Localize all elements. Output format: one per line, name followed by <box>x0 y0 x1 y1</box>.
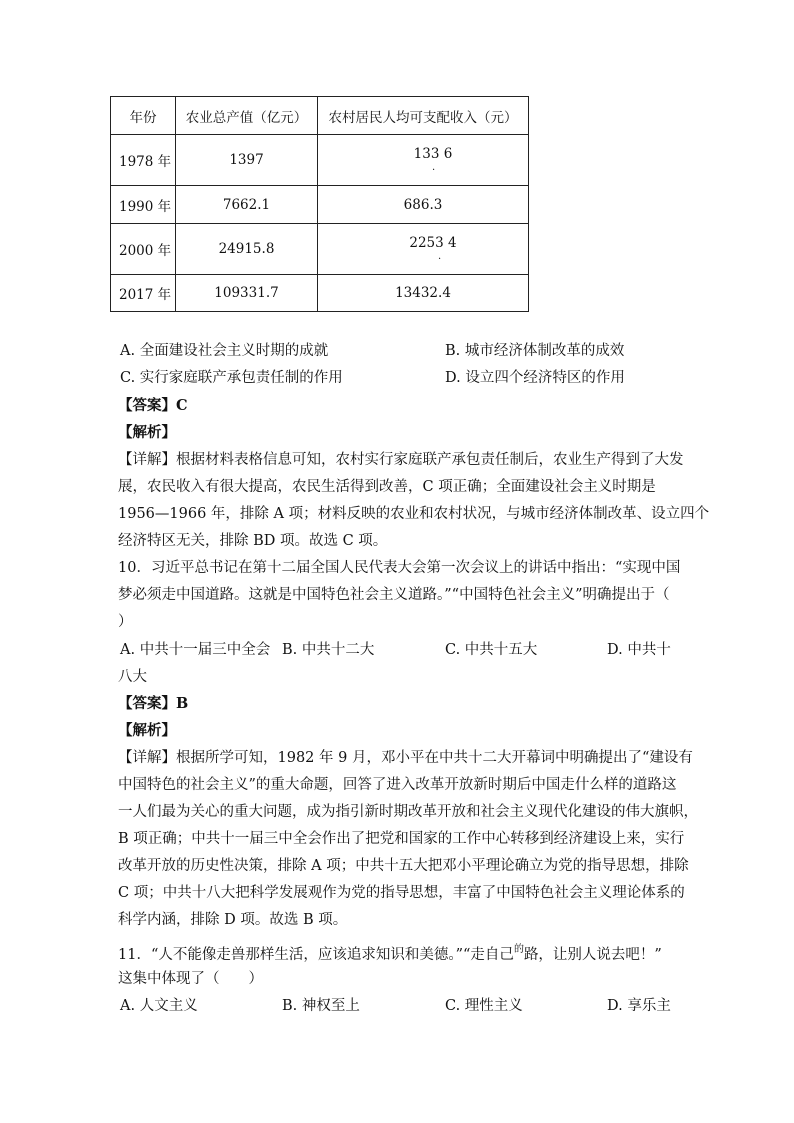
table-cell-agri: 1397 <box>176 135 318 186</box>
q10-option-c: C. 中共十五大 <box>445 642 538 658</box>
q11-stem-line: 这集中体现了（ ） <box>118 971 263 987</box>
table-cell-year: 1978 年 <box>111 135 176 186</box>
table-row <box>111 224 529 275</box>
table-cell-income: 13432.4 <box>318 275 529 312</box>
q10-analysis-title: 【解析】 <box>118 722 176 739</box>
q10-stem-line: 10．习近平总书记在第十二届全国人民代表大会第一次会议上的讲话中指出：“实现中国 <box>118 560 681 576</box>
table-row <box>111 135 529 186</box>
table-cell-agri: 24915.8 <box>176 224 318 275</box>
q11-stem-part: 路，让别人说去吧！” <box>523 947 662 963</box>
q10-option-b: B. 中共十二大 <box>282 642 375 658</box>
q10-stem-line: ） <box>118 614 133 630</box>
q11-option-b: B. 神权至上 <box>282 998 360 1014</box>
table-cell-income <box>318 135 529 186</box>
q9-detail-line: 【详解】根据材料表格信息可知，农村实行家庭联产承包责任制后，农业生产得到了大发 <box>118 452 684 468</box>
q10-detail-line: 科学内涵，排除 D 项。故选 B 项。 <box>118 912 348 928</box>
q10-option-d-continued: 八大 <box>118 669 147 685</box>
q10-detail-line: 改革开放的历史性决策，排除 A 项；中共十五大把邓小平理论确立为党的指导思想，排除 <box>118 858 689 874</box>
q9-option-b: B. 城市经济体制改革的成效 <box>445 343 625 359</box>
q10-detail-line: 中国特色的社会主义”的重大命题，回答了进入改革开放新时期后中国走什么样的道路这 <box>118 777 677 793</box>
q9-answer: 【答案】C <box>118 397 188 414</box>
income-value: 133 6 <box>413 146 453 162</box>
table-header-row <box>111 97 529 135</box>
income-dot: . <box>438 251 442 262</box>
q11-option-d: D. 享乐主 <box>607 998 671 1014</box>
table-row <box>111 186 529 224</box>
q10-detail-line: B 项正确；中共十一届三中全会作出了把党和国家的工作中心转移到经济建设上来，实行 <box>118 831 685 847</box>
table-cell-income <box>318 224 529 275</box>
data-table <box>110 96 529 312</box>
table-cell-year: 1990 年 <box>111 186 176 224</box>
table-header-cell: 农业总产值（亿元） <box>176 97 318 135</box>
q9-detail-line: 经济特区无关，排除 BD 项。故选 C 项。 <box>118 533 388 549</box>
q10-option-a: A. 中共十一届三中全会 <box>120 642 271 658</box>
income-value: 2253 4 <box>409 235 457 251</box>
q11-stem-small: 的 <box>513 944 524 955</box>
income-dot: . <box>432 162 436 173</box>
q10-detail-line: C 项；中共十八大把科学发展观作为党的指导思想，丰富了中国特色社会主义理论体系的 <box>118 885 685 901</box>
q9-detail-line: 展，农民收入有很大提高，农民生活得到改善，C 项正确；全面建设社会主义时期是 <box>118 479 656 495</box>
table-header-cell: 农村居民人均可支配收入（元） <box>318 97 529 135</box>
table-cell-agri: 7662.1 <box>176 186 318 224</box>
q9-option-d: D. 设立四个经济特区的作用 <box>445 370 625 386</box>
q11-option-a: A. 人文主义 <box>120 998 198 1014</box>
table-row <box>111 275 529 312</box>
q9-detail-line: 1956—1966 年，排除 A 项；材料反映的农业和农村状况，与城市经济体制改革、设立四个 <box>118 506 710 522</box>
table-cell-income: 686.3 <box>318 186 529 224</box>
q11-stem-part: 11．“人不能像走兽那样生活，应该追求知识和美德。”“走自己 <box>118 947 514 963</box>
q10-stem-line: 梦必须走中国道路。这就是中国特色社会主义道路。”“中国特色社会主义”明确提出于（ <box>118 587 670 603</box>
table-cell-year: 2000 年 <box>111 224 176 275</box>
q10-option-d: D. 中共十 <box>607 642 671 658</box>
q10-detail-line: 一人们最为关心的重大问题，成为指引新时期改革开放和社会主义现代化建设的伟大旗帜， <box>118 804 698 820</box>
table-cell-agri: 109331.7 <box>176 275 318 312</box>
q10-answer: 【答案】B <box>118 695 189 712</box>
q9-option-c: C. 实行家庭联产承包责任制的作用 <box>120 370 343 386</box>
q11-option-c: C. 理性主义 <box>445 998 523 1014</box>
q10-detail-line: 【详解】根据所学可知，1982 年 9 月，邓小平在中共十二大开幕词中明确提出了“建设有 <box>118 750 693 766</box>
q9-option-a: A. 全面建设社会主义时期的成就 <box>120 343 329 359</box>
table-cell-year: 2017 年 <box>111 275 176 312</box>
table-header-cell: 年份 <box>111 97 176 135</box>
q9-analysis-title: 【解析】 <box>118 424 176 441</box>
q11-stem-line <box>118 945 662 967</box>
